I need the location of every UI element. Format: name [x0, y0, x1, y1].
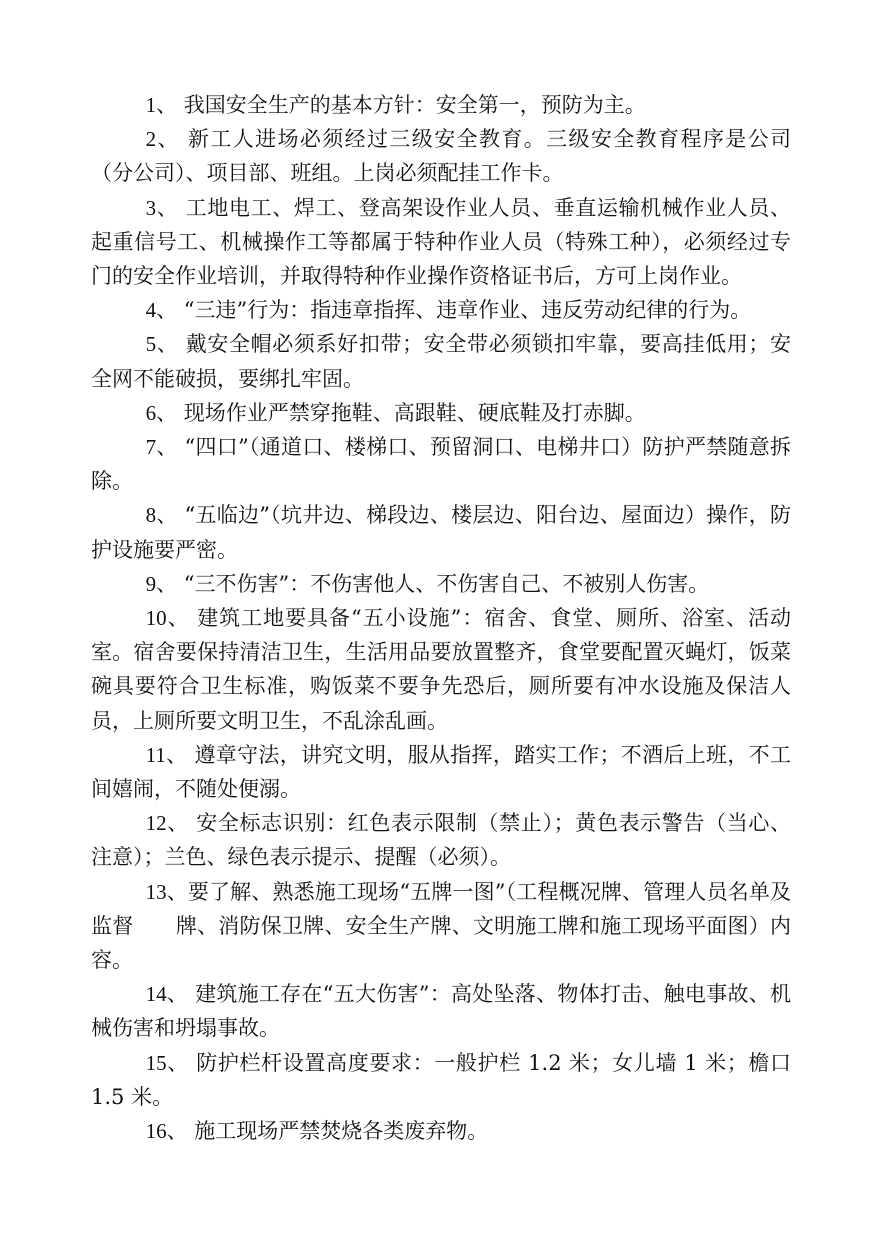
item-text: 要了解、熟悉施工现场“五牌一图”（工程概况牌、管理人员名单及监督 牌、消防保卫牌、安全生产牌、文明施工牌和施工现场平面图）内容。: [91, 879, 791, 973]
item-text: 建筑施工存在“五大伤害”：高处坠落、物体打击、触电事故、机械伤害和坍塌事故。: [91, 982, 791, 1041]
item-text: “三违”行为：指违章指挥、违章作业、违反劳动纪律的行为。: [183, 298, 752, 323]
item-text: 现场作业严禁穿拖鞋、高跟鞋、硬底鞋及打赤脚。: [183, 400, 646, 425]
rule-item-8: [91, 498, 791, 566]
item-number: 1、: [145, 93, 178, 117]
item-number: 4、: [145, 298, 178, 323]
item-text: 我国安全生产的基本方针：安全第一，预防为主。: [183, 93, 646, 117]
rule-item-13: [91, 875, 791, 978]
rule-item-7: [91, 430, 791, 498]
rule-item-10: [91, 601, 791, 738]
item-text: 安全标志识别：红色表示限制（禁止）；黄色表示警告（当心、注意）；兰色、绿色表示提示、提醒（必须）。: [91, 811, 791, 870]
item-text: 防护栏杆设置高度要求：一般护栏 1.2 米；女儿墙 1 米；檐口 1.5 米。: [91, 1050, 792, 1109]
rule-item-12: [91, 806, 791, 874]
item-text: 戴安全帽必须系好扣带；安全带必须锁扣牢靠，要高挂低用；安全网不能破损，要绑扎牢固。: [91, 332, 791, 391]
rule-item-16: [91, 1114, 791, 1148]
item-number: 11、: [145, 742, 188, 767]
item-number: 7、: [145, 435, 178, 460]
rule-item-3: [91, 191, 791, 294]
item-number: 6、: [145, 400, 178, 425]
item-text: 遵章守法，讲究文明，服从指挥，踏实工作；不酒后上班，不工间嬉闹，不随处便溺。: [91, 742, 791, 802]
item-number: 12、: [145, 811, 189, 836]
item-number: 13、: [145, 879, 188, 904]
rule-item-9: [91, 567, 791, 601]
item-number: 10、: [145, 606, 190, 631]
item-text: 新工人进场必须经过三级安全教育。三级安全教育程序是公司（分公司）、项目部、班组。上岗必须配挂工作卡。: [91, 127, 791, 186]
item-number: 15、: [145, 1050, 189, 1075]
rule-item-4: [91, 293, 791, 327]
item-number: 9、: [145, 571, 178, 596]
item-number: 2、: [145, 127, 180, 152]
rule-item-2: [91, 122, 791, 190]
item-text: 工地电工、焊工、登高架设作业人员、垂直运输机械作业人员、起重信号工、机械操作工等都属于特种作业人员（特殊工种），必须经过专门的安全作业培训，并取得特种作业操作资格证书后，方可上岗作业。: [91, 195, 791, 289]
rule-item-6: [91, 396, 791, 430]
item-number: 14、: [145, 982, 189, 1007]
rule-item-1: [91, 88, 791, 122]
item-text: 施工现场严禁焚烧各类废弃物。: [194, 1119, 489, 1144]
item-number: 8、: [145, 503, 178, 528]
rule-item-14: [91, 977, 791, 1045]
item-text: “三不伤害”：不伤害他人、不伤害自己、不被别人伤害。: [183, 571, 710, 596]
item-text: “五临边”（坑井边、梯段边、楼层边、阳台边、屋面边）操作，防护设施要严密。: [91, 503, 791, 562]
item-text: “四口”（通道口、楼梯口、预留洞口、电梯井口）防护严禁随意拆除。: [91, 435, 791, 494]
rule-item-11: [91, 738, 791, 806]
item-number: 3、: [145, 195, 179, 220]
document-page: [91, 88, 791, 1148]
item-number: 5、: [145, 332, 179, 357]
rule-item-15: [91, 1046, 791, 1114]
item-text: 建筑工地要具备“五小设施”：宿舍、食堂、厕所、浴室、活动室。宿舍要保持清洁卫生，生活用品要放置整齐，食堂要配置灭蝇灯，饭菜碗具要符合卫生标准，购饭菜不要争先恐后，厕所要有冲水设施及保洁人员，上厕所要文明卫生，不乱涂乱画。: [91, 606, 791, 733]
item-number: 16、: [145, 1119, 188, 1144]
rule-item-5: [91, 327, 791, 395]
